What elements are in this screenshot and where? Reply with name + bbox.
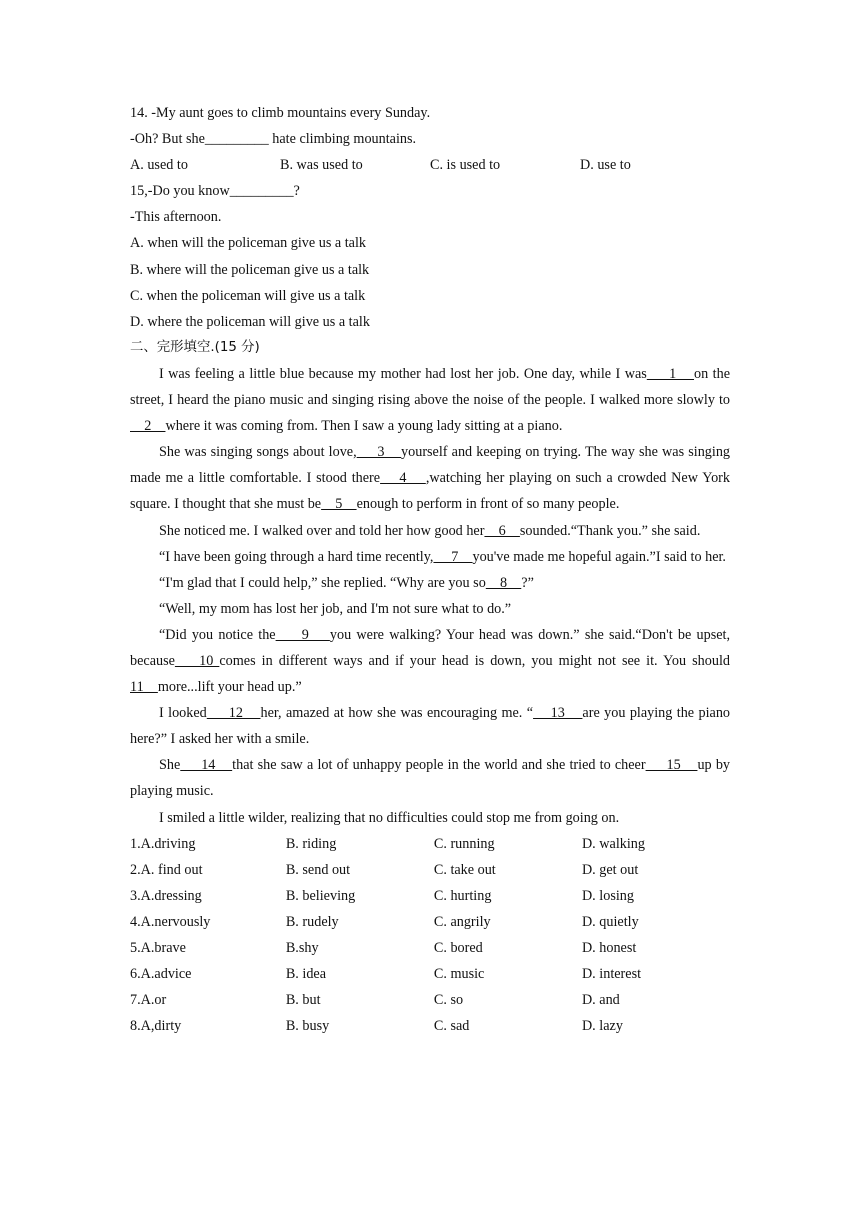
passage-paragraph: “I have been going through a hard time recently, 7 you've made me hopeful again.”I said to her. <box>159 548 726 565</box>
option: 2.A. find out <box>130 861 203 878</box>
cloze-options-row <box>130 1013 730 1039</box>
q15-stem: 15,-Do you know_________? <box>130 183 300 200</box>
passage-paragraph: “I'm glad that I could help,” she replied. “Why are you so 8 ?” <box>159 574 534 591</box>
option: 6.A.advice <box>130 966 192 983</box>
option: B. send out <box>285 861 351 878</box>
cloze-options-row <box>130 935 730 961</box>
blank-13: 13 <box>533 705 583 722</box>
q15-option-d: D. where the policeman will give us a talk <box>130 313 370 330</box>
blank-9: 9 <box>275 626 330 643</box>
section-title: 二、完形填空.(15 分) <box>130 339 260 355</box>
blank-11: 11 <box>130 679 158 696</box>
option: B. busy <box>285 1018 330 1035</box>
cloze-options-row <box>130 883 730 909</box>
passage-paragraph: She 14 that she saw a lot of unhappy people in the world and she tried to cheer 15 up by playing music. <box>130 757 731 800</box>
option: B. riding <box>285 835 337 852</box>
option: C. take out <box>433 861 496 878</box>
blank-1: 1 <box>646 365 695 382</box>
option: B.shy <box>285 940 319 956</box>
cloze-options-row <box>130 857 730 883</box>
option: D. and <box>581 992 620 1009</box>
option: D. walking <box>581 835 645 852</box>
q15-option-b: B. where will the policeman give us a talk <box>130 261 370 278</box>
option: 5.A.brave <box>130 940 186 956</box>
option: D. quietly <box>581 913 639 930</box>
option: C. angrily <box>433 913 491 930</box>
option: D. lazy <box>581 1018 623 1035</box>
blank-2: 2 <box>130 418 166 435</box>
option: C. bored <box>433 940 483 956</box>
q14-response: -Oh? But she_________ hate climbing mountains. <box>130 131 417 148</box>
q14-option-c: C. is used to <box>430 157 501 174</box>
cloze-options-row <box>130 831 730 857</box>
blank-12: 12 <box>206 705 261 722</box>
q14-stem: 14. -My aunt goes to climb mountains every Sunday. <box>130 105 431 121</box>
q14-option-d: D. use to <box>580 157 631 174</box>
blank-5: 5 <box>321 496 357 513</box>
passage-paragraph: She noticed me. I walked over and told her how good her 6 sounded.“Thank you.” she said. <box>159 522 701 539</box>
option: 1.A.driving <box>130 835 196 852</box>
option: 8.A,dirty <box>130 1018 182 1035</box>
blank-7: 7 <box>433 548 473 565</box>
blank-15: 15 <box>645 757 698 774</box>
option: C. sad <box>433 1018 470 1035</box>
passage-paragraph: I was feeling a little blue because my mother had lost her job. One day, while I was 1 on the street, I heard the piano music and singing rising above the noise of the people. I walked more slowly to 2 where it was coming from. Then I saw a young lady sitting at a piano. <box>130 365 730 435</box>
passage-paragraph: She was singing songs about love, 3 yourself and keeping on trying. The way she was singing made me a little comfortable. I stood there 4 ,watching her playing on such a crowded New York square. I thought that she must be 5 enough to perform in front of so many people. <box>130 444 731 513</box>
option: C. running <box>433 835 495 852</box>
blank-8: 8 <box>485 574 522 591</box>
q14-options <box>130 152 730 178</box>
passage-paragraph: “Well, my mom has lost her job, and I'm not sure what to do.” <box>159 600 512 617</box>
option: B. rudely <box>285 913 339 930</box>
option: D. honest <box>581 940 637 956</box>
blank-10: 10 <box>174 652 220 669</box>
cloze-options-row <box>130 909 730 935</box>
q14-blank: _________ <box>204 131 269 148</box>
option: B. idea <box>285 966 327 983</box>
q15-blank: _________ <box>229 183 294 200</box>
option: D. get out <box>581 861 639 878</box>
q15-response: -This afternoon. <box>130 209 222 226</box>
passage-paragraph: “Did you notice the 9 you were walking? Your head was down.” she said.“Don't be upset, because 10 comes in different ways and if your head is down, you might not see it. You should 11 more...lift your head up.” <box>130 626 731 696</box>
q14-option-a: A. used to <box>130 157 188 174</box>
option: C. hurting <box>433 887 492 904</box>
option: D. losing <box>581 887 634 904</box>
q15-option-c: C. when the policeman will give us a talk <box>130 287 366 304</box>
option: D. interest <box>581 966 642 983</box>
passage-paragraph: I smiled a little wilder, realizing that no difficulties could stop me from going on. <box>159 809 620 826</box>
blank-3: 3 <box>356 444 402 461</box>
blank-6: 6 <box>484 522 520 539</box>
option: C. music <box>433 966 485 983</box>
blank-14: 14 <box>180 757 233 774</box>
q15-option-a: A. when will the policeman give us a talk <box>130 235 367 252</box>
option: B. believing <box>285 887 356 904</box>
option: C. so <box>433 992 464 1009</box>
option: B. but <box>285 992 321 1009</box>
cloze-options-row <box>130 987 730 1013</box>
passage-paragraph: I looked 12 her, amazed at how she was encouraging me. “ 13 are you playing the piano here?” I asked her with a smile. <box>130 705 731 748</box>
q14-option-b: B. was used to <box>280 157 363 174</box>
cloze-options-row <box>130 961 730 987</box>
blank-4: 4 <box>380 470 426 487</box>
option: 3.A.dressing <box>130 887 202 904</box>
option: 4.A.nervously <box>130 913 211 930</box>
worksheet-page <box>130 100 730 1039</box>
option: 7.A.or <box>130 992 167 1009</box>
